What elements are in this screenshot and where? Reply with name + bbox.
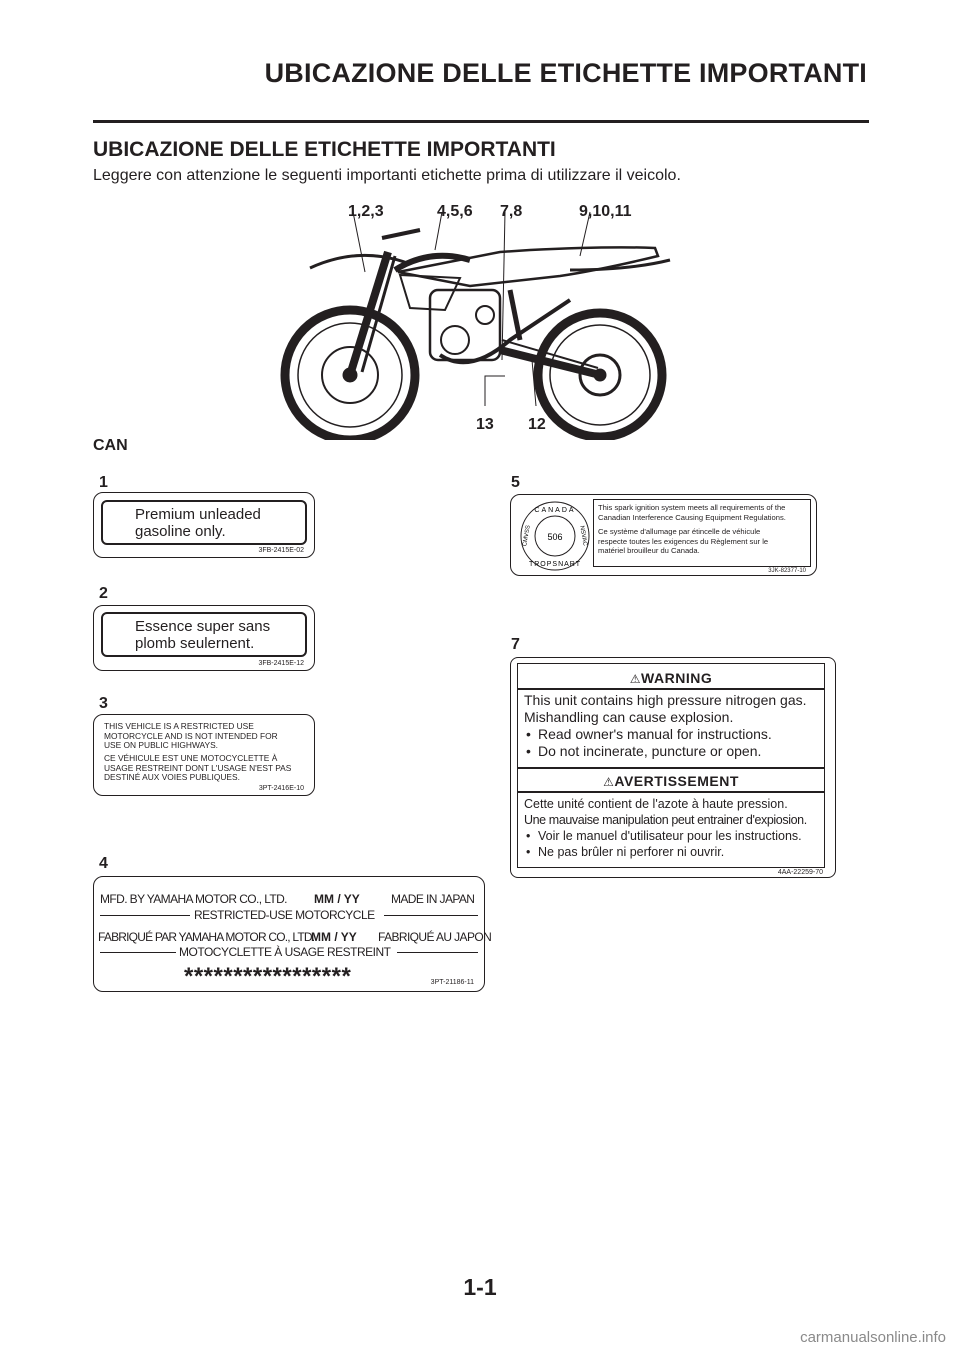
warning-rule bbox=[518, 688, 824, 690]
label-4-number: 4 bbox=[99, 855, 108, 872]
seal-right-text: NSVAC bbox=[578, 525, 588, 547]
watermark: carmanualsonline.info bbox=[800, 1329, 946, 1346]
callout-4-5-6: 4,5,6 bbox=[437, 203, 473, 220]
label-4-date-fr: MM / YY bbox=[311, 930, 357, 944]
callout-9-10-11: 9,10,11 bbox=[579, 203, 632, 220]
label-4-mfd: MFD. BY YAMAHA MOTOR CO., LTD. bbox=[100, 892, 287, 906]
label-5-number: 5 bbox=[511, 474, 520, 491]
label-4-rule bbox=[384, 915, 478, 916]
label-7-code: 4AA-22259-70 bbox=[777, 869, 823, 876]
label-4-moto: MOTOCYCLETTE À USAGE RESTREINT bbox=[179, 945, 391, 959]
callout-7-8: 7,8 bbox=[500, 203, 523, 220]
region-can: CAN bbox=[93, 437, 128, 454]
label-4-date: MM / YY bbox=[314, 892, 360, 906]
page-number: 1-1 bbox=[463, 1274, 497, 1300]
label-3-number: 3 bbox=[99, 695, 108, 712]
label-4-rule bbox=[397, 952, 478, 953]
warning-header bbox=[518, 670, 824, 686]
seal-bottom-text: TROPSNART bbox=[528, 561, 582, 568]
label-3-fr: CE VÉHICULE EST UNE MOTOCYCLETTE À USAGE RESTREINT DONT L'USAGE N'EST PAS DESTINÉ AUX VOIES PUBLIQUES. bbox=[104, 753, 292, 783]
warning-line-1: This unit contains high pressure nitrogen gas. bbox=[524, 692, 807, 708]
label-1 bbox=[93, 492, 315, 558]
label-5 bbox=[510, 494, 817, 576]
page-header-title: UBICAZIONE DELLE ETICHETTE IMPORTANTI bbox=[264, 58, 867, 88]
label-4-restricted: RESTRICTED-USE MOTORCYCLE bbox=[194, 908, 375, 922]
label-3-en: THIS VEHICLE IS A RESTRICTED USE MOTORCYCLE AND IS NOT INTENDED FOR USE ON PUBLIC HIGHWAYS. bbox=[104, 721, 278, 751]
avertissement-body bbox=[524, 796, 824, 860]
label-5-en: This spark ignition system meets all requirements of the Canadian Interference Causing Equipment Regulations. bbox=[598, 503, 786, 522]
label-1-number: 1 bbox=[99, 474, 108, 491]
label-5-text-box bbox=[593, 499, 811, 567]
avert-bullet-1: • Voir le manuel d'utilisateur pour les instructions. bbox=[524, 828, 824, 844]
label-2-frame bbox=[101, 612, 307, 657]
label-4-fab-japon: FABRIQUÉ AU JAPON bbox=[378, 930, 492, 944]
label-5-code: 3JK-82377-10 bbox=[768, 568, 806, 574]
avert-line-1: Cette unité contient de l'azote à haute pression. bbox=[524, 797, 788, 811]
label-4 bbox=[93, 876, 492, 992]
label-5-fr: Ce système d'allumage par étincelle de véhicule respecte toutes les exigences du Règlement sur le matériel brouilleur du Canada. bbox=[598, 527, 769, 555]
avertissement-title: AVERTISSEMENT bbox=[614, 773, 739, 789]
warning-bullet-1: • Read owner's manual for instructions. bbox=[524, 726, 820, 743]
header-rule bbox=[93, 120, 869, 123]
warning-title: WARNING bbox=[641, 670, 713, 686]
label-3-code: 3PT-2416E-10 bbox=[258, 785, 304, 792]
label-4-fab: FABRIQUÉ PAR YAMAHA MOTOR CO., LTD. bbox=[98, 930, 315, 944]
avert-line-2: Une mauvaise manipulation peut entrainer d'expiosion. bbox=[524, 813, 807, 827]
avertissement-header bbox=[518, 773, 824, 789]
section-title: UBICAZIONE DELLE ETICHETTE IMPORTANTI bbox=[93, 138, 556, 161]
label-2-number: 2 bbox=[99, 585, 108, 602]
label-1-text: Premium unleaded gasoline only. bbox=[135, 506, 261, 540]
warning-triangle-icon: ⚠ bbox=[629, 672, 642, 686]
intro-text: Leggere con attenzione le seguenti importanti etichette prima di utilizzare il veicolo. bbox=[93, 167, 681, 184]
label-4-rule bbox=[100, 952, 176, 953]
warning-line-2: Mishandling can cause explosion. bbox=[524, 709, 734, 725]
callout-12: 12 bbox=[528, 416, 546, 433]
label-4-made-in: MADE IN JAPAN bbox=[391, 892, 475, 906]
label-7-frame bbox=[517, 663, 825, 868]
motorcycle-diagram bbox=[270, 190, 690, 440]
warning-bullet-2: • Do not incinerate, puncture or open. bbox=[524, 743, 820, 760]
warning-body bbox=[524, 692, 820, 760]
avert-bullet-2: • Ne pas brûler ni perforer ni ouvrir. bbox=[524, 844, 824, 860]
seal-number: 506 bbox=[547, 532, 563, 542]
callout-13: 13 bbox=[476, 416, 494, 433]
label-2-text: Essence super sans plomb seulernent. bbox=[135, 618, 271, 652]
label-1-frame bbox=[101, 500, 307, 545]
label-4-rule bbox=[100, 915, 190, 916]
canada-seal-icon bbox=[517, 498, 593, 574]
label-3 bbox=[93, 714, 315, 796]
section-rule bbox=[518, 767, 824, 769]
seal-top-text: CANADA bbox=[534, 507, 576, 514]
seal-left-text: CMVSS bbox=[522, 524, 532, 547]
label-7-number: 7 bbox=[511, 636, 520, 653]
warning-triangle-icon: ⚠ bbox=[603, 775, 615, 789]
label-2-code: 3FB-2415E-12 bbox=[258, 660, 304, 667]
label-4-stars: ***************** bbox=[184, 963, 352, 990]
label-1-code: 3FB-2415E-02 bbox=[258, 547, 304, 554]
avertissement-rule bbox=[518, 791, 824, 793]
callout-1-2-3: 1,2,3 bbox=[348, 203, 384, 220]
label-2 bbox=[93, 605, 315, 671]
label-4-code: 3PT-21186-11 bbox=[430, 979, 474, 986]
label-7 bbox=[510, 657, 836, 878]
